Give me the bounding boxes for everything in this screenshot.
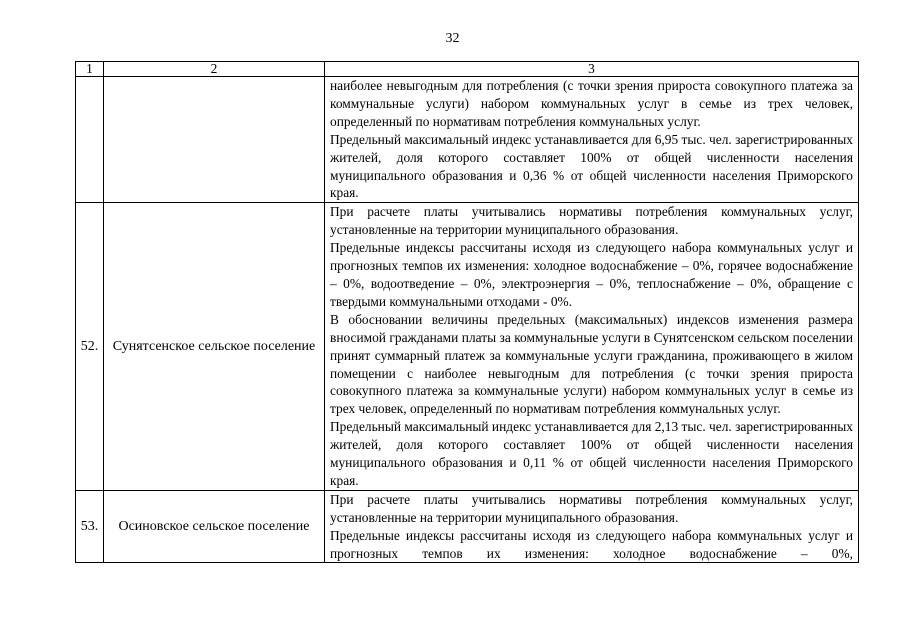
row-number bbox=[76, 77, 104, 203]
row-description bbox=[325, 77, 859, 203]
tariff-table bbox=[75, 61, 859, 563]
row-number: 53. bbox=[76, 490, 104, 563]
settlement-name bbox=[104, 77, 325, 203]
row-description bbox=[325, 490, 859, 563]
table-header-row bbox=[76, 62, 859, 77]
table-row bbox=[76, 490, 859, 563]
paragraph: При расчете платы учитывались нормативы потребления коммунальных услуг, установленные на территории муниципального образования. bbox=[330, 491, 853, 525]
paragraph: Предельный максимальный индекс устанавливается для 2,13 тыс. чел. зарегистрированных жителей, доля которого составляет 100% от общей численности населения муниципального образования и 0,11 % от общей численности населения Приморского края. bbox=[330, 419, 853, 488]
settlement-name: Осиновское сельское поселение bbox=[104, 490, 325, 563]
row-description bbox=[325, 203, 859, 491]
paragraph: Предельный максимальный индекс устанавливается для 6,95 тыс. чел. зарегистрированных жителей, доля которого составляет 100% от общей численности населения муниципального образования и 0,36 % от общей численности населения Приморского края. bbox=[330, 131, 853, 201]
paragraph: наиболее невыгодным для потребления (с точки зрения прироста совокупного платежа за коммунальные услуги) набором коммунальных услуг в семье из трех человек, определенный по нормативам потребления коммунальных услуг. bbox=[330, 78, 853, 129]
paragraph: При расчете платы учитывались нормативы потребления коммунальных услуг, установленные на территории муниципального образования. bbox=[330, 204, 853, 238]
table-row bbox=[76, 77, 859, 203]
paragraph: Предельные индексы рассчитаны исходя из следующего набора коммунальных услуг и прогнозных темпов их изменения: холодное водоснабжение – 0%, bbox=[330, 527, 853, 561]
row-number: 52. bbox=[76, 203, 104, 491]
paragraph: Предельные индексы рассчитаны исходя из следующего набора коммунальных услуг и прогнозных темпов их изменения: холодное водоснабжение – 0%, горячее водоснабжение – 0%, водоотведение – 0%, электроэнергия – 0%, теплоснабжение – 0%, обращение с твердыми коммунальными отходами - 0%. bbox=[330, 240, 853, 309]
header-col-2: 2 bbox=[104, 62, 325, 77]
paragraph: В обосновании величины предельных (максимальных) индексов изменения размера вносимой гражданами платы за коммунальные услуги в Сунятсенском сельском поселении принят суммарный платеж за коммунальные услуги гражданина, проживающего в жилом помещении с наиболее невыгодным для потребления (с точки зрения прироста совокупного платежа за коммунальные услуги) набором коммунальных услуг в семье из трех человек, определенный по нормативам потребления коммунальных услуг. bbox=[330, 311, 853, 417]
header-col-1: 1 bbox=[76, 62, 104, 77]
table-row bbox=[76, 203, 859, 491]
page-number: 32 bbox=[445, 31, 460, 46]
settlement-name: Сунятсенское сельское поселение bbox=[104, 203, 325, 491]
header-col-3: 3 bbox=[325, 62, 859, 77]
